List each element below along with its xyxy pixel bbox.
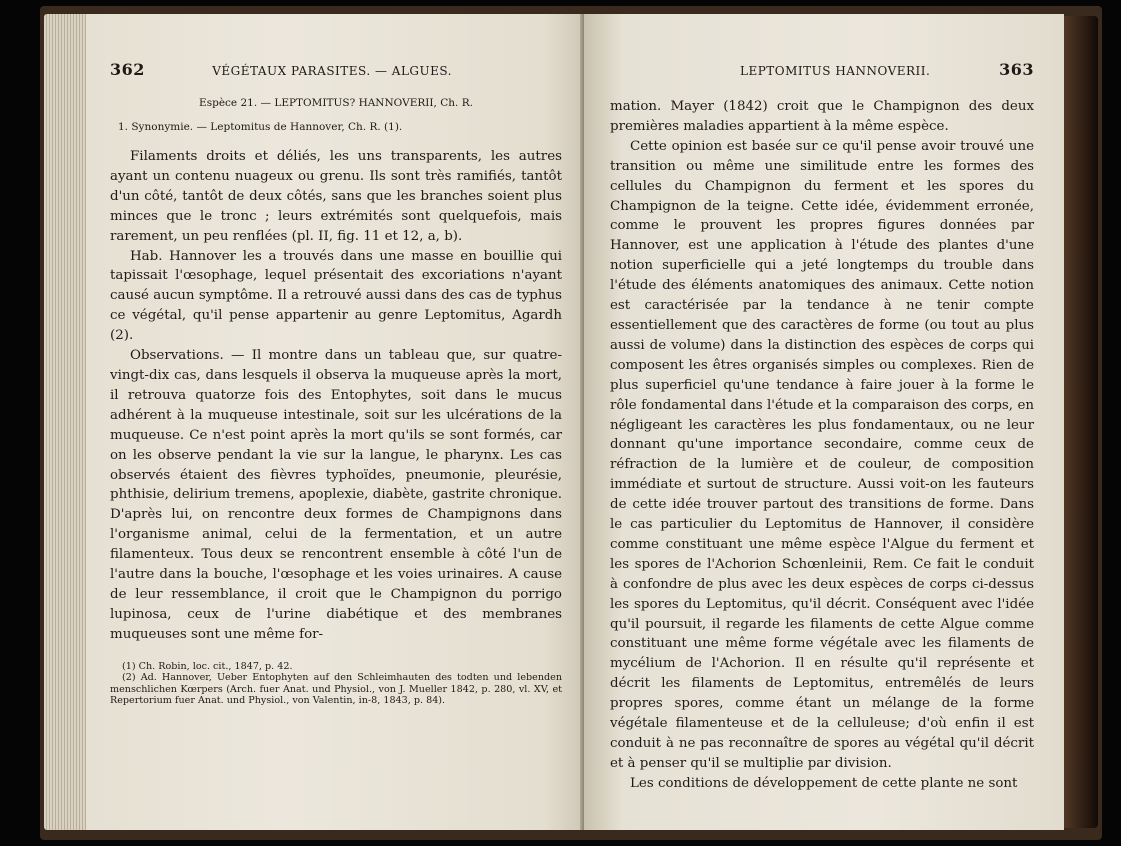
paragraph-habitat: Hab. Hannover les a trouvés dans une masse en bouillie qui tapissait l'œsophage, lequel présentait des excoriations n'ayant causé aucun symptôme. Il a retrouvé aussi dans des cas de typhus ce végétal, qu'il pense appartenir au genre Leptomitus, Agardh (2). (110, 248, 562, 344)
left-running-title: VÉGÉTAUX PARASITES. — ALGUES. (212, 64, 452, 78)
paragraph-opinion: Cette opinion est basée sur ce qu'il pense avoir trouvé une transition ou même une similitude entre les formes des cellules du Champignon du ferment et les spores du Champignon de la teigne. Cette idée, évidemment erronée, comme le prouvent les propres figures données par Hannover, est une application à l'étude des plantes d'une notion superficielle qui a jeté longtemps du trouble dans l'étude des éléments anatomiques des animaux. Cette notion est caractérisée par la tendance à ne tenir compte essentiellement que des caractères de forme (ou tout au plus aussi de volume) dans la distinction des espèces de corps qui composent les êtres organisés simples ou complexes. Rien de plus superficiel qu'une tendance à faire jouer à la forme le rôle fondamental dans l'étude et la comparaison des corps, en négligeant les caractères les plus fondamentaux, ou ne leur donnant qu'une importance secondaire, comme ceux de réfraction de la lumière et de couleur, de composition immédiate et surtout de structure. Aussi voit-on les fauteurs de cette idée trouver partout des transitions de forme. Dans le cas particulier du Leptomitus de Hannover, il considère comme constituant une même espèce l'Algue du ferment et les spores de l'Achorion Schœnleinii, Rem. Ce fait le conduit à confondre de plus avec les deux espèces de corps ci-dessus les spores du Leptomitus, qu'il décrit. Conséquent avec l'idée qu'il poursuit, il regarde les filaments de cette Algue comme constituant une même forme végétale avec les filaments de mycélium de l'Achorion. Il en résulte qu'il représente et décrit les filaments de Leptomitus, entremêlés de leurs propres spores, comme étant un mélange de la forme végétale filamenteuse et de la celluleuse; d'où enfin il est conduit à ne pas reconnaître de spores au végétal qu'il décrit et à penser qu'il se multiplie par division. (610, 138, 1034, 771)
left-page-number: 362 (110, 60, 145, 79)
footnote-2: (2) Ad. Hannover, Ueber Entophyten auf den Schleimhauten des todten und lebenden menschlichen Kœrpers (Arch. fuer Anat. und Physiol., von J. Mueller 1842, p. 280, vl. XV, et Repertorium fuer Anat. und Physiol., von Valentin, in-8, 1843, p. 84). (110, 672, 562, 707)
left-running-head (110, 60, 562, 79)
book-cover-right (1058, 16, 1098, 828)
page-edges-left (44, 14, 90, 830)
right-running-head (610, 60, 1034, 79)
paragraph-continuation: mation. Mayer (1842) croit que le Champignon des deux premières maladies appartient à la même espèce. (610, 99, 1034, 134)
species-heading: Espèce 21. — LEPTOMITUS? HANNOVERII, Ch. R. (199, 97, 473, 109)
paragraph-conditions: Les conditions de développement de cette plante ne sont (630, 775, 1018, 791)
paragraph-observations: Observations. — Il montre dans un tableau que, sur quatre-vingt-dix cas, dans lesquels il observa la muqueuse après la mort, il retrouva quatorze fois des Entophytes, soit dans le mucus adhérent à la muqueuse intestinale, soit sur les ulcérations de la muqueuse. Ce n'est point après la mort qu'ils se sont formés, car on les observe pendant la vie sur la langue, le pharynx. Les cas observés étaient des fièvres typhoïdes, pneumonie, pleurésie, phthisie, delirium tremens, apoplexie, diabète, gastrite chronique. D'après lui, on rencontre deux formes de Champignons dans l'organisme animal, celui de la fermentation, et un autre filamenteux. Tous deux se rencontrent ensemble à côté l'un de l'autre dans la bouche, l'œsophage et les voies urinaires. A cause de leur ressemblance, il croit que le Champignon du porrigo lupinosa, ceux de l'urine diabétique et des membranes muqueuses sont une même for- (110, 348, 562, 642)
footnotes (110, 661, 562, 707)
right-page (584, 14, 1064, 830)
right-running-title: LEPTOMITUS HANNOVERII. (740, 64, 931, 78)
synonymy-line: 1. Synonymie. — Leptomitus de Hannover, Ch. R. (1). (118, 121, 403, 133)
footnote-1: (1) Ch. Robin, loc. cit., 1847, p. 42. (122, 660, 293, 672)
paragraph-description: Filaments droits et déliés, les uns transparents, les autres ayant un contenu nuageux ou grenu. Ils sont très ramifiés, tantôt d'un côté, tantôt de deux côtés, sans que les branches soient plus minces que le tronc ; leurs extrémités sont quelquefois, mais rarement, un peu renflées (pl. II, fig. 11 et 12, a, b). (110, 149, 562, 244)
right-page-number: 363 (999, 60, 1034, 79)
left-page (86, 14, 584, 830)
